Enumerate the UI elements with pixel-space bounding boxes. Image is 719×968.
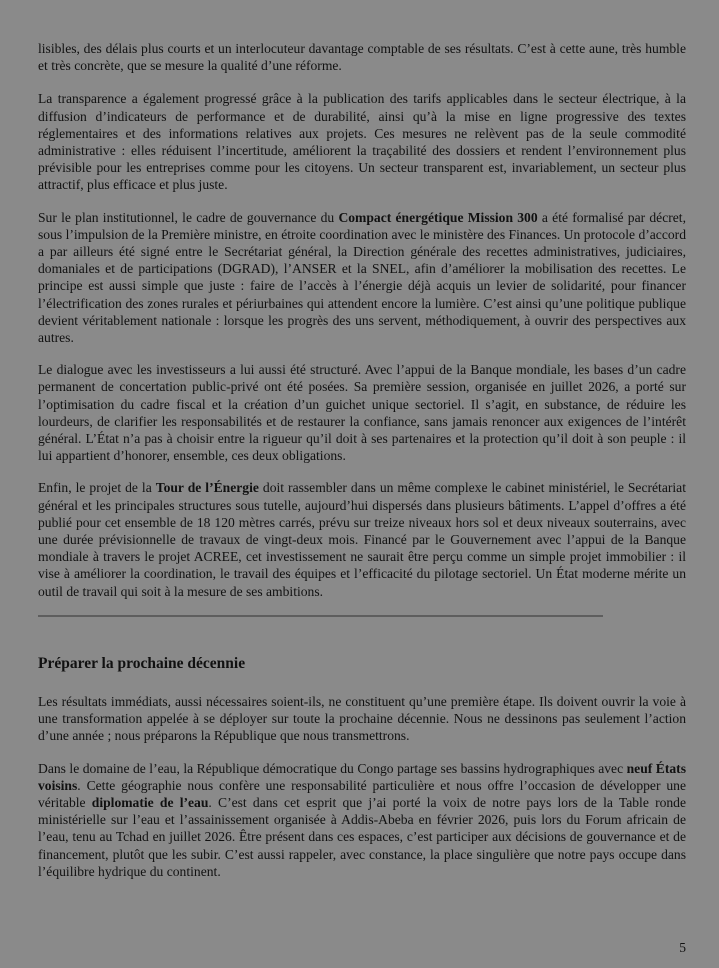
paragraph (38, 361, 686, 464)
paragraph-text: . Cette géographie nous confère une responsabilité particulière et nous offre l’occasion de développer une véritable (38, 777, 686, 810)
paragraph-text: Le dialogue avec les investisseurs a lui aussi été structuré. Avec l’appui de la Banque mondiale, les bases d’un cadre permanent de concertation public-privé ont été posées. Sa première session, organisée en juillet 2026, a porté sur l’optimisation du cadre fiscal et la création d’un guichet unique sectoriel. Il s’agit, en substance, de réduire les lourdeurs, de clarifier les responsabilités et de restaurer la confiance, sans jamais renoncer aux exigences de l’intérêt général. L’État n’a pas à choisir entre la rigueur qu’il doit à ses partenaires et la protection qu’il doit à son peuple : il lui appartient d’honorer, ensemble, ces deux obligations. (38, 362, 686, 464)
paragraph-text: Enfin, le projet de la (38, 480, 156, 496)
bold-term: neuf États voisins (38, 760, 686, 793)
paragraph-text: lisibles, des délais plus courts et un interlocuteur davantage comptable de ses résultats. C’est à cette aune, très humble et très concrète, que se mesure la qualité d’une réforme. (38, 41, 686, 74)
paragraph (38, 209, 686, 347)
paragraph-text: a été formalisé par décret, sous l’impulsion de la Première ministre, en étroite coordination avec le ministère des Finances. Un protocole d’accord a par ailleurs été signé entre le Secrétariat général, la Direction générale des recettes administratives, judiciaires, domaniales et de participations (DGRAD), l’ANSER et la SNEL, afin d’améliorer la mobilisation des recettes. Le principe est aussi simple que juste : faire de l’accès à l’énergie déjà acquis un levier de solidarité, pour financer l’électrification des zones rurales et périurbaines qui attendent encore la lumière. C’est ainsi qu’une politique publique devient véritablement nationale : lorsque les progrès des uns servent, méthodiquement, à ouvrir des perspectives aux autres. (38, 209, 686, 346)
bold-term: Tour de l’Énergie (155, 480, 259, 496)
paragraph-text: La transparence a également progressé grâce à la publication des tarifs applicables dans le secteur électrique, à la diffusion d’indicateurs de performance et de durabilité, ainsi qu’à la mise en ligne progressive des textes réglementaires et des informations relatives aux projets. Ces mesures ne relèvent pas de la seule commodité administrative : elles réduisent l’incertitude, améliorent la traçabilité des dossiers et rendent l’environnement plus prévisible pour les entreprises comme pour les citoyens. Un secteur transparent est, invariablement, un secteur plus attractif, plus efficace et plus juste. (38, 91, 686, 193)
paragraph (38, 40, 686, 74)
page-number: 5 (679, 940, 686, 955)
paragraph-text: Sur le plan institutionnel, le cadre de gouvernance du (38, 209, 339, 225)
page-content (38, 40, 686, 895)
paragraph (38, 479, 686, 599)
paragraph-text: . C’est dans cet esprit que j’ai porté la voix de notre pays lors de la Table ronde ministérielle sur l’eau et l’assainissement organisée à Addis-Abeba en février 2026, puis lors du Forum africain de l’eau, tenu au Tchad en juillet 2026. Être présent dans ces espaces, c’est participer aux décisions de gouvernance et de financement, plutôt que les subir. C’est aussi rappeler, avec constance, la place singulière que notre pays occupe dans l’équilibre hydrique du continent. (38, 794, 687, 879)
section-heading: Préparer la prochaine décennie (38, 654, 246, 672)
paragraph (38, 760, 686, 880)
section-divider (38, 615, 603, 617)
paragraph-text: Les résultats immédiats, aussi nécessaires soient-ils, ne constituent qu’une première étape. Ils doivent ouvrir la voie à une transformation appelée à se déployer sur toute la prochaine décennie. Nous ne dessinons pas seulement l’action d’une année ; nous préparons la République que nous transmettrons. (38, 693, 686, 744)
paragraph (38, 90, 686, 193)
paragraph (38, 693, 686, 745)
paragraph-text: doit rassembler dans un même complexe le cabinet ministériel, le Secrétariat général et les principales structures sous tutelle, aujourd’hui dispersés dans plusieurs bâtiments. L’appel d’offres a été publié pour cet ensemble de 18 120 mètres carrés, prévu sur treize niveaux hors sol et deux niveaux souterrains, avec une durée prévisionnelle de travaux de vingt-deux mois. Financé par le Gouvernement avec l’appui de la Banque mondiale à travers le projet ACREE, cet investissement ne saurait être perçu comme un simple projet immobilier : il vise à améliorer la coordination, le travail des équipes et l’efficacité du pilotage sectoriel. Un État moderne mérite un outil de travail qui soit à la mesure de ses ambitions. (38, 480, 686, 599)
bold-term: Compact énergétique Mission 300 (338, 209, 538, 225)
paragraph-text: Dans le domaine de l’eau, la République démocratique du Congo partage ses bassins hydrographiques avec (38, 760, 627, 776)
bold-term: diplomatie de l’eau (91, 794, 209, 810)
